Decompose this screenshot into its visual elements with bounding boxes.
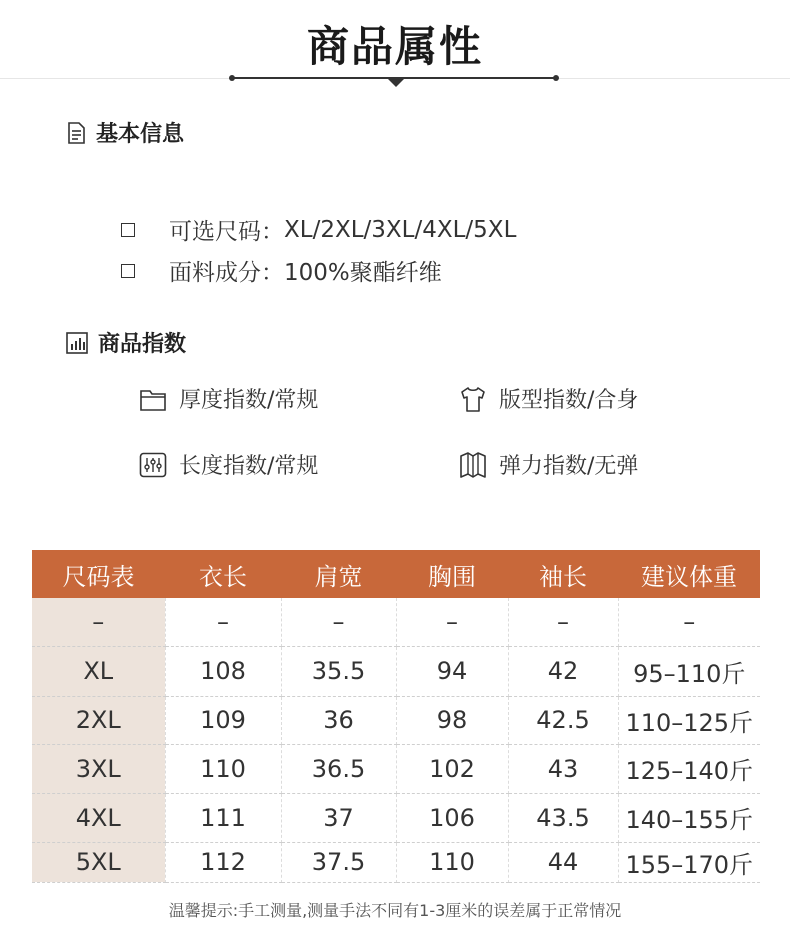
table-cell: 109 <box>165 696 281 744</box>
index-text: 长度指数/常规 <box>179 454 319 479</box>
list-item <box>121 254 442 287</box>
table-cell: 112 <box>165 842 281 882</box>
table-cell: – <box>508 598 618 646</box>
underline-dot-right <box>553 75 559 81</box>
table-cell: 5XL <box>32 842 165 882</box>
table-cell: 140–155斤 <box>618 793 760 842</box>
table-cell: 42.5 <box>508 696 618 744</box>
fabric-icon <box>459 451 487 479</box>
table-cell: 36.5 <box>281 744 396 793</box>
header-size: 尺码表 <box>32 550 165 598</box>
table-cell: 2XL <box>32 696 165 744</box>
table-header-row <box>32 550 760 598</box>
bar-chart-icon <box>66 332 88 354</box>
underline-notch <box>388 79 404 87</box>
table-cell: 4XL <box>32 793 165 842</box>
measurement-note: 温馨提示:手工测量,测量手法不同有1-3厘米的误差属于正常情况 <box>168 901 622 920</box>
table-cell: 98 <box>396 696 508 744</box>
table-row <box>32 696 760 744</box>
table-row <box>32 744 760 793</box>
index-item-length <box>139 449 318 480</box>
sliders-icon <box>139 452 167 478</box>
table-cell: 44 <box>508 842 618 882</box>
table-row <box>32 842 760 882</box>
header-sleeve: 袖长 <box>508 550 618 598</box>
table-cell: – <box>396 598 508 646</box>
index-text: 版型指数/合身 <box>499 388 639 413</box>
table-cell: 37 <box>281 793 396 842</box>
index-item-thickness <box>139 383 318 414</box>
table-cell: 3XL <box>32 744 165 793</box>
section-heading: 基本信息 <box>96 122 185 147</box>
header-shoulder: 肩宽 <box>281 550 396 598</box>
fabric-value: 100%聚酯纤维 <box>284 260 442 286</box>
page-title: 商品属性 <box>306 22 483 71</box>
section-product-index <box>66 327 186 358</box>
table-cell: 43.5 <box>508 793 618 842</box>
header-weight: 建议体重 <box>618 550 760 598</box>
table-cell: 36 <box>281 696 396 744</box>
table-cell: – <box>618 598 760 646</box>
table-cell: 95–110斤 <box>618 646 760 696</box>
size-value: XL/2XL/3XL/4XL/5XL <box>284 216 517 243</box>
size-label: 可选尺码： <box>169 219 284 245</box>
table-cell: 37.5 <box>281 842 396 882</box>
table-row <box>32 646 760 696</box>
document-icon <box>66 122 86 144</box>
underline-dot-left <box>229 75 235 81</box>
folder-icon <box>139 386 167 412</box>
table-cell: 155–170斤 <box>618 842 760 882</box>
table-cell: – <box>32 598 165 646</box>
index-text: 厚度指数/常规 <box>179 388 319 413</box>
table-cell: 108 <box>165 646 281 696</box>
index-item-fit <box>459 383 638 414</box>
table-cell: 110–125斤 <box>618 696 760 744</box>
list-item <box>121 213 516 246</box>
table-cell: – <box>281 598 396 646</box>
table-cell: 110 <box>165 744 281 793</box>
table-cell: 102 <box>396 744 508 793</box>
table-cell: XL <box>32 646 165 696</box>
shirt-icon <box>459 385 487 413</box>
checkbox-icon <box>121 223 135 237</box>
table-cell: – <box>165 598 281 646</box>
table-cell: 94 <box>396 646 508 696</box>
table-cell: 111 <box>165 793 281 842</box>
table-cell: 35.5 <box>281 646 396 696</box>
table-row <box>32 793 760 842</box>
checkbox-icon <box>121 264 135 278</box>
fabric-label: 面料成分： <box>169 260 284 286</box>
table-cell: 43 <box>508 744 618 793</box>
size-table <box>32 550 760 883</box>
index-text: 弹力指数/无弹 <box>499 454 639 479</box>
index-item-elasticity <box>459 449 638 480</box>
table-cell: 42 <box>508 646 618 696</box>
table-cell: 110 <box>396 842 508 882</box>
section-heading: 商品指数 <box>98 332 187 357</box>
section-basic-info <box>66 117 184 148</box>
table-row <box>32 598 760 646</box>
table-cell: 125–140斤 <box>618 744 760 793</box>
header-length: 衣长 <box>165 550 281 598</box>
header-chest: 胸围 <box>396 550 508 598</box>
table-cell: 106 <box>396 793 508 842</box>
